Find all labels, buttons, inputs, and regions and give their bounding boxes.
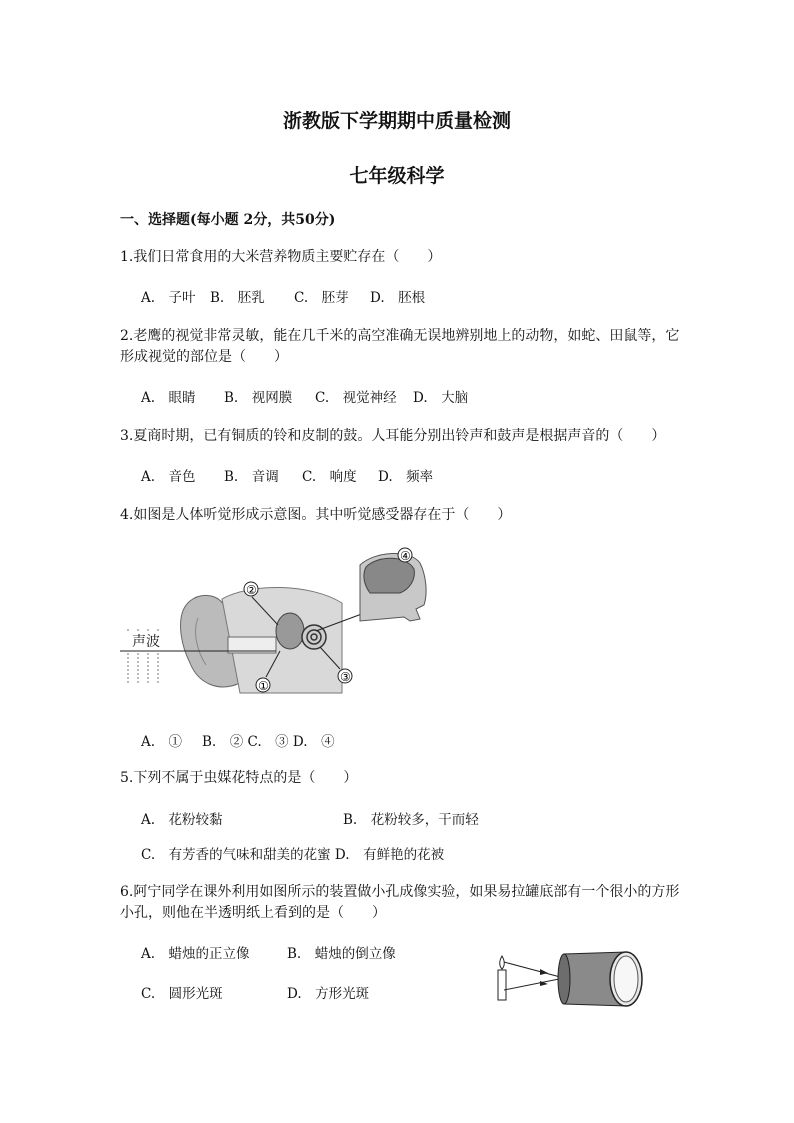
q5-option-b: B. 花粉较多，干而轻 — [343, 812, 479, 828]
q1-stem: 1.我们日常食用的大米营养物质主要贮存在（ ） — [120, 249, 442, 265]
q1-option-d: D. 胚根 — [370, 290, 426, 306]
q4-option-a: A. ① — [141, 734, 183, 750]
ear-hearing-diagram — [120, 543, 450, 708]
q2-option-d: D. 大脑 — [413, 390, 469, 406]
q2-stem-line2: 形成视觉的部位是（ ） — [120, 349, 288, 365]
q6-option-b: B. 蜡烛的倒立像 — [287, 946, 396, 962]
document-subtitle: 七年级科学 — [349, 165, 445, 187]
q4-stem: 4.如图是人体听觉形成示意图。其中听觉感受器存在于（ ） — [120, 507, 512, 523]
q1-option-a: A. 子叶 — [141, 290, 196, 306]
q1-option-c: C. 胚芽 — [294, 290, 349, 306]
sound-wave-label: 声波 — [132, 634, 160, 650]
q3-option-b: B. 音调 — [224, 469, 279, 485]
q2-option-b: B. 视网膜 — [224, 390, 293, 406]
label-4: ④ — [400, 549, 411, 563]
brain-shape — [364, 558, 414, 593]
q2-option-c: C. 视觉神经 — [315, 390, 397, 406]
q3-option-d: D. 频率 — [378, 469, 434, 485]
q5-stem: 5.下列不属于虫媒花特点的是（ ） — [120, 770, 358, 786]
pinhole-camera-diagram — [492, 944, 652, 1016]
section-heading: 一、选择题(每小题 2分，共50分) — [120, 212, 336, 228]
q1-option-b: B. 胚乳 — [210, 290, 265, 306]
document-title: 浙教版下学期期中质量检测 — [282, 110, 511, 132]
q5-option-cd: C. 有芳香的气味和甜美的花蜜 D. 有鲜艳的花被 — [141, 847, 445, 863]
q3-stem: 3.夏商时期，已有铜质的铃和皮制的鼓。人耳能分别出铃声和鼓声是根据声音的（ ） — [120, 428, 666, 444]
label-3: ③ — [340, 670, 351, 684]
can-icon — [558, 952, 642, 1006]
q3-option-c: C. 响度 — [302, 469, 357, 485]
q6-option-a: A. 蜡烛的正立像 — [141, 946, 250, 962]
q5-option-a: A. 花粉较黏 — [141, 812, 223, 828]
q6-option-d: D. 方形光斑 — [287, 986, 370, 1002]
q2-stem-line1: 2.老鹰的视觉非常灵敏，能在几千米的高空准确无误地辨别地上的动物，如蛇、田鼠等，它 — [120, 328, 680, 344]
label-2: ② — [246, 583, 257, 597]
q2-option-a: A. 眼睛 — [141, 390, 196, 406]
q6-stem-line1: 6.阿宁同学在课外利用如图所示的装置做小孔成像实验，如果易拉罐底部有一个很小的方形 — [120, 884, 680, 900]
q6-option-c: C. 圆形光斑 — [141, 986, 223, 1002]
q3-option-a: A. 音色 — [141, 469, 196, 485]
label-1: ① — [258, 679, 269, 693]
q6-stem-line2: 小孔，则他在半透明纸上看到的是（ ） — [120, 905, 386, 921]
q4-option-bcd: B. ② C. ③ D. ④ — [202, 734, 335, 750]
